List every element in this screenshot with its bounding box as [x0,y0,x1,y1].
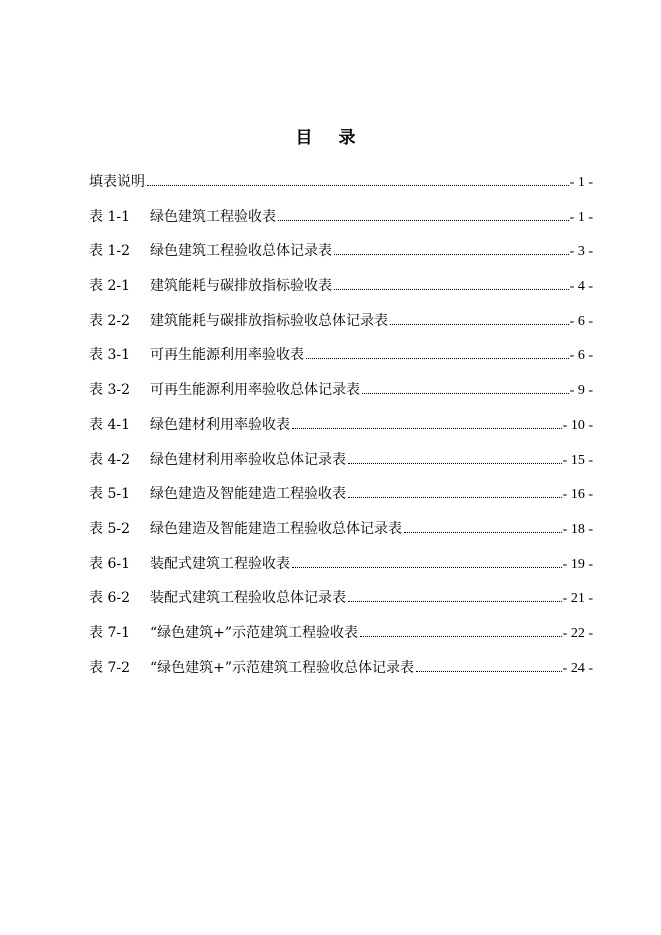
toc-entry-title: 绿色建造及智能建造工程验收表 [150,486,346,503]
toc-entry-page: - 24 - [562,660,593,676]
dot-leader [348,496,562,498]
toc-entry-title: 绿色建造及智能建造工程验收总体记录表 [150,520,402,537]
toc-entry[interactable] [89,518,593,553]
toc-entry-page: - 1 - [569,209,593,225]
toc-entry-page: - 6 - [569,348,593,364]
toc-entry[interactable] [89,483,593,518]
toc-entry[interactable] [89,310,593,345]
dot-leader [292,427,562,429]
toc-entry[interactable] [89,622,593,657]
toc-entry-title: “绿色建筑+”示范建筑工程验收表 [150,624,359,641]
toc-entry-title: 填表说明 [89,174,145,190]
dot-leader [334,253,569,255]
toc-entry-title: 绿色建材利用率验收表 [150,416,290,433]
table-of-contents [89,171,593,691]
toc-entry-title: 可再生能源利用率验收总体记录表 [150,382,360,399]
toc-entry-page: - 16 - [562,487,593,503]
dot-leader [348,462,562,464]
page-title: 目 录 [295,128,366,148]
toc-entry-title: 装配式建筑工程验收表 [150,555,290,572]
toc-entry-page: - 6 - [569,313,593,329]
toc-entry[interactable] [89,379,593,414]
dot-leader [334,288,569,290]
toc-entry-number: 表 3-1 [89,347,130,364]
toc-entry-title: 绿色建筑工程验收表 [150,208,276,225]
dot-leader [390,323,569,325]
dot-leader [292,566,562,568]
toc-entry-number: 表 5-1 [89,486,130,503]
toc-entry-page: - 9 - [569,383,593,399]
dot-leader [278,219,569,221]
toc-entry-title: 建筑能耗与碳排放指标验收表 [150,278,332,295]
toc-entry[interactable] [89,449,593,484]
toc-entry-page: - 22 - [562,625,593,641]
toc-entry[interactable] [89,414,593,449]
toc-entry[interactable] [89,206,593,241]
toc-entry-page: - 15 - [562,452,593,468]
toc-entry-page: - 10 - [562,417,593,433]
dot-leader [306,357,569,359]
toc-entry-page: - 4 - [569,279,593,295]
toc-entry-number: 表 1-1 [89,208,130,225]
toc-entry[interactable] [89,240,593,275]
toc-entry-number: 表 4-2 [89,451,130,468]
dot-leader [416,670,562,672]
toc-entry[interactable] [89,657,593,692]
toc-entry[interactable] [89,171,593,206]
dot-leader [348,600,562,602]
dot-leader [362,392,569,394]
toc-entry-page: - 3 - [569,244,593,260]
toc-entry-title: 可再生能源利用率验收表 [150,347,304,364]
toc-entry-number: 表 1-2 [89,243,130,260]
toc-entry-page: - 1 - [569,175,593,190]
toc-entry-title: 绿色建筑工程验收总体记录表 [150,243,332,260]
toc-entry[interactable] [89,553,593,588]
toc-entry-page: - 18 - [562,521,593,537]
toc-entry-number: 表 6-1 [89,555,130,572]
toc-entry[interactable] [89,275,593,310]
toc-entry-title: 绿色建材利用率验收总体记录表 [150,451,346,468]
toc-entry-title: 建筑能耗与碳排放指标验收总体记录表 [150,312,388,329]
toc-entry[interactable] [89,344,593,379]
toc-entry-number: 表 7-2 [89,659,130,676]
toc-entry-page: - 21 - [562,591,593,607]
dot-leader [404,531,562,533]
toc-entry-number: 表 2-1 [89,278,130,295]
toc-entry[interactable] [89,587,593,622]
toc-entry-page: - 19 - [562,556,593,572]
toc-entry-number: 表 3-2 [89,382,130,399]
toc-entry-number: 表 2-2 [89,312,130,329]
toc-entry-number: 表 7-1 [89,624,130,641]
toc-entry-number: 表 5-2 [89,520,130,537]
dot-leader [360,635,562,637]
toc-entry-number: 表 4-1 [89,416,130,433]
dot-leader [147,184,569,186]
toc-entry-title: 装配式建筑工程验收总体记录表 [150,590,346,607]
toc-entry-title: “绿色建筑+”示范建筑工程验收总体记录表 [150,659,415,676]
toc-entry-number: 表 6-2 [89,590,130,607]
